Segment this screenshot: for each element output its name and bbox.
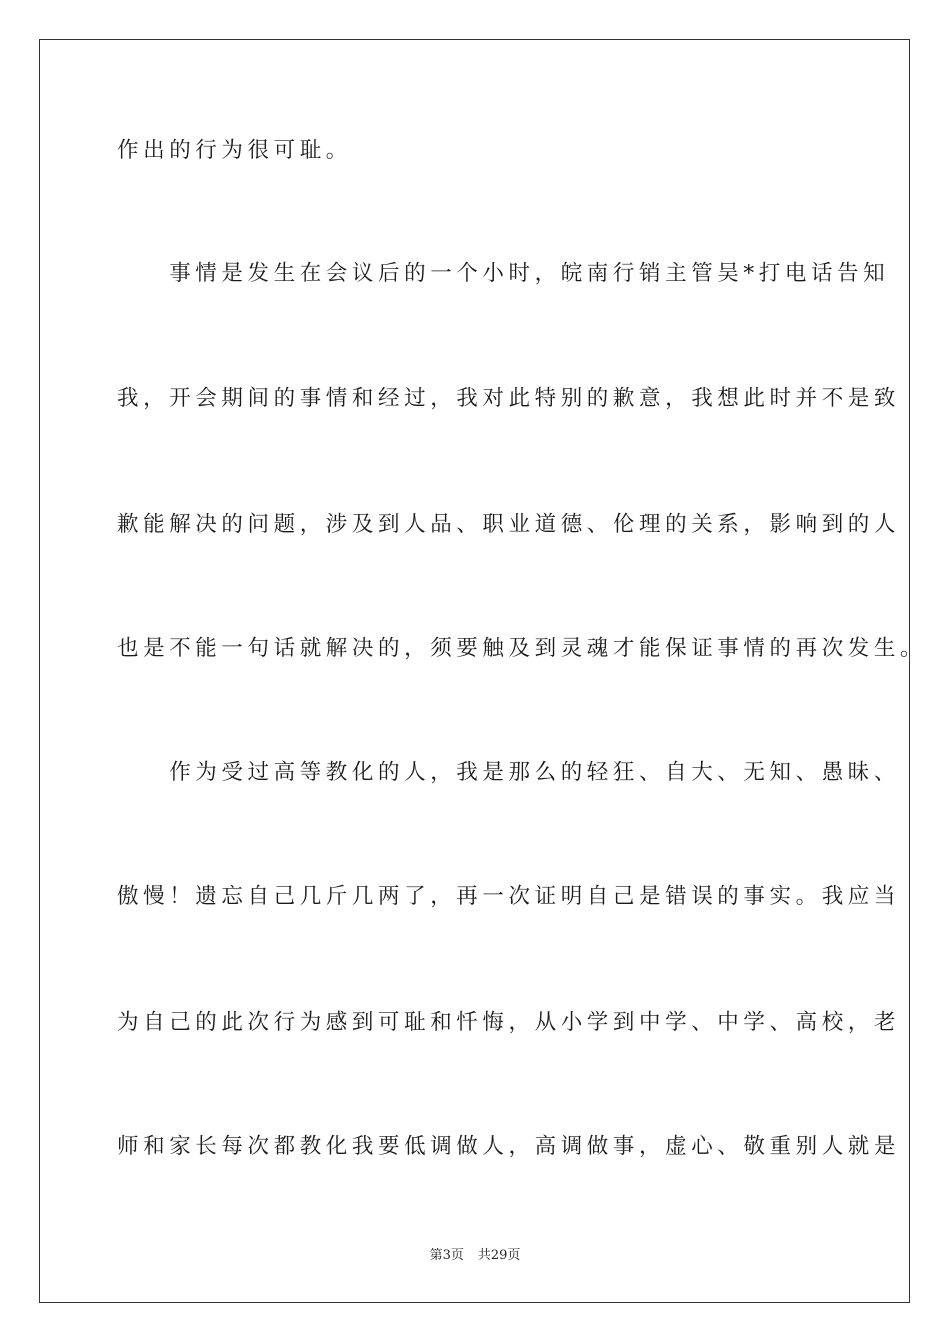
body-line-8: 为自己的此次行为感到可耻和忏悔，从小学到中学、中学、高校，老	[117, 1010, 901, 1035]
page-border	[39, 39, 927, 1303]
body-line-4: 歉能解决的问题，涉及到人品、职业道德、伦理的关系，影响到的人	[117, 512, 901, 537]
body-line-7: 傲慢！遗忘自己几斤几两了，再一次证明自己是错误的事实。我应当	[117, 884, 901, 909]
page-footer	[0, 1247, 950, 1265]
body-line-1: 作出的行为很可耻。	[117, 138, 352, 163]
body-line-5: 也是不能一句话就解决的，须要触及到灵魂才能保证事情的再次发生。	[117, 636, 927, 661]
page-number: 第3页	[429, 1248, 464, 1263]
total-pages: 共29页	[477, 1248, 521, 1263]
body-line-3: 我，开会期间的事情和经过，我对此特别的歉意，我想此时并不是致	[117, 386, 901, 411]
body-line-6: 作为受过高等教化的人，我是那么的轻狂、自大、无知、愚昧、	[117, 760, 901, 785]
body-line-2: 事情是发生在会议后的一个小时，皖南行销主管吴*打电话告知	[117, 261, 890, 286]
body-line-9: 师和家长每次都教化我要低调做人，高调做事，虚心、敬重别人就是	[117, 1134, 901, 1159]
